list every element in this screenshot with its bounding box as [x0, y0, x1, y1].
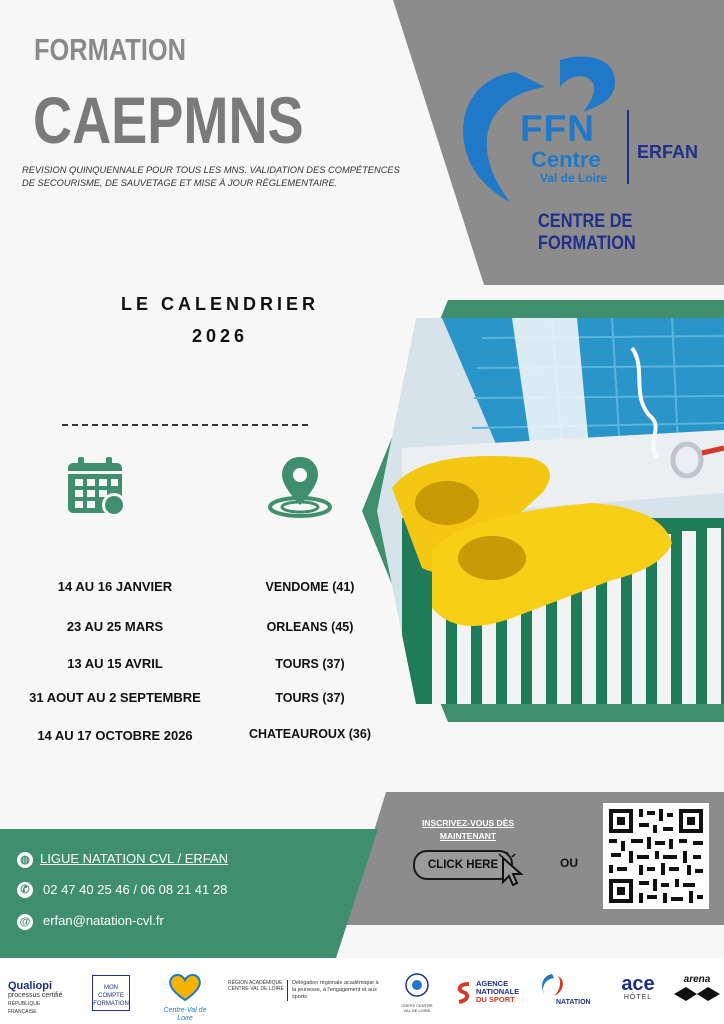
session-date: 23 AU 25 MARS [66, 619, 164, 634]
centre-text: Centre [531, 147, 601, 172]
drajes-right: Délégation régionale académique à la jeunesse, à l'engagement et aux sports [287, 980, 384, 1001]
session-place: ORLEANS (45) [266, 620, 354, 634]
cursor-icon [497, 852, 525, 888]
natation-name: NATATION [556, 999, 591, 1006]
ans-line-2: NATIONALE [476, 987, 520, 996]
intro-text: REVISION QUINQUENNALE POUR TOUS LES MNS. VALIDATION DES COMPÉTENCES DE SECOURISME, DE SAUVETAGE ET MISE À JOUR RÉGLEMENTAIRE. [22, 165, 400, 188]
region-text: Val de Loire [540, 171, 608, 185]
or-text: OU [560, 856, 578, 870]
qr-code[interactable] [603, 803, 709, 909]
cvl-logo [155, 972, 215, 1023]
session-date: 13 AU 15 AVRIL [67, 656, 163, 671]
hotel-name: HÔTEL [623, 994, 653, 1001]
ffn-text: FFN [520, 108, 595, 149]
drajes-left: RÉGION ACADÉMIQUE CENTRE-VAL DE LOIRE [228, 980, 284, 992]
formation-heading: FORMATION [34, 32, 187, 67]
qualiopi-sub: processus certifié [8, 992, 63, 999]
at-icon: @ [17, 914, 33, 930]
website-link[interactable]: LIGUE NATATION CVL / ERFAN [40, 851, 229, 866]
calendar-year: 2026 [191, 326, 249, 346]
qr-code-image [603, 803, 709, 909]
ans-logo [476, 980, 519, 1004]
session-date: 31 AOUT AU 2 SEPTEMBRE [29, 690, 201, 705]
caepmns-title: CAEPMNS [33, 83, 304, 157]
email-link[interactable]: erfan@natation-cvl.fr [43, 913, 164, 928]
calendar-icon [66, 455, 130, 519]
ffn-natation-logo [538, 972, 600, 1006]
globe-icon: ◍ [17, 852, 33, 868]
ans-line-3: DU SPORT [476, 995, 515, 1004]
ans-line-1: AGENCE [476, 979, 509, 988]
ace-name: ace [621, 973, 655, 995]
dashed-divider [62, 424, 308, 426]
session-place: TOURS (37) [275, 657, 345, 671]
ffn-swirl-icon [538, 972, 566, 1000]
phone-icon: ✆ [17, 882, 33, 898]
qualiopi-name: Qualiopi [8, 980, 52, 992]
calendar-title [60, 288, 380, 352]
session-place: CHATEAUROUX (36) [249, 727, 371, 741]
session-date: 14 AU 17 OCTOBRE 2026 [37, 728, 193, 743]
qualiopi-logo [8, 980, 68, 1016]
signup-text[interactable]: INSCRIVEZ-VOUS DÈS MAINTENANT [421, 818, 515, 841]
calendar-heading: LE CALENDRIER [120, 294, 319, 314]
arena-name: arena [683, 974, 711, 985]
moncompte-logo: MON COMPTE FORMATION [92, 975, 130, 1011]
ans-icon [455, 982, 473, 1004]
erfan-text: ERFAN [637, 142, 699, 162]
centre-formation-text: CENTRE DE FORMATION [538, 211, 636, 254]
qualiopi-rf: RÉPUBLIQUE FRANÇAISE [8, 1001, 41, 1015]
pool-photo [362, 318, 724, 704]
creps-name: CREPS CENTRE VAL DE LOIRE [401, 1003, 433, 1013]
cvl-heart-icon [168, 972, 202, 1002]
ace-hotel-logo [618, 974, 658, 1001]
phone-number[interactable]: 02 47 40 25 46 / 06 08 21 41 28 [43, 882, 228, 897]
arena-logo [672, 974, 722, 1008]
click-here-button[interactable]: CLICK HERE [413, 850, 513, 880]
session-place: VENDOME (41) [265, 580, 355, 594]
creps-logo [400, 972, 434, 1013]
arena-diamond-icon [674, 985, 720, 1003]
session-place: TOURS (37) [275, 691, 345, 705]
creps-emblem-icon [404, 972, 430, 998]
session-date: 14 AU 16 JANVIER [57, 579, 173, 594]
cvl-name: Centre-Val de Loire [163, 1007, 207, 1022]
location-pin-icon [268, 455, 332, 519]
